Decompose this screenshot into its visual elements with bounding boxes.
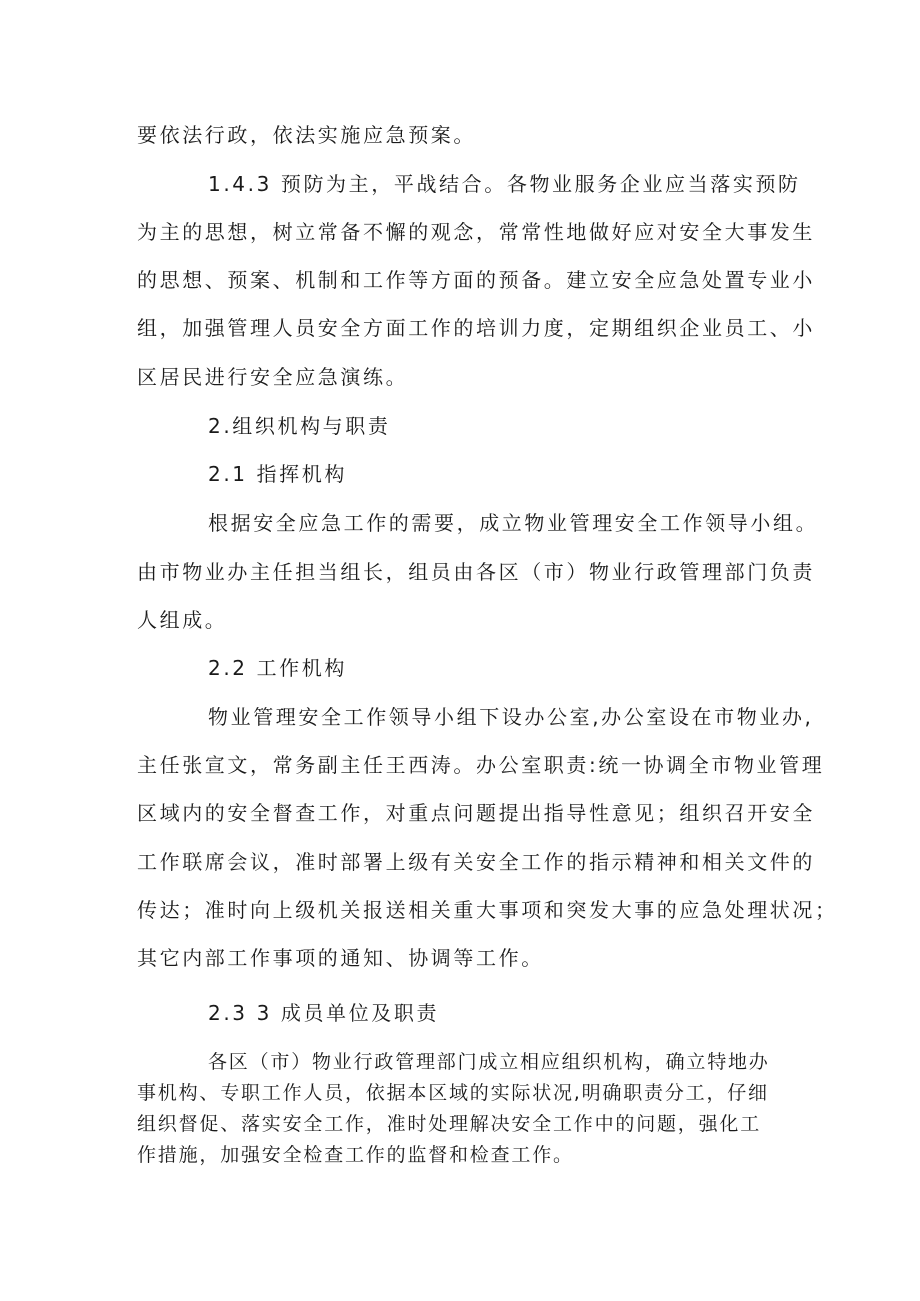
paragraph-line: 其它内部工作事项的通知、协调等工作。 <box>137 946 544 970</box>
paragraph-line: 区域内的安全督查工作，对重点问题提出指导性意见；组织召开安全 <box>137 801 815 825</box>
paragraph-line: 区居民进行安全应急演练。 <box>137 365 409 389</box>
paragraph-line: 物业管理安全工作领导小组下设办公室,办公室设在市物业办, <box>208 705 814 729</box>
section-heading-2: 2.组织机构与职责 <box>208 414 391 438</box>
section-heading-2-1: 2.1 指挥机构 <box>208 462 347 486</box>
paragraph-line: 各区（市）物业行政管理部门成立相应组织机构，确立特地办 <box>208 1051 770 1073</box>
paragraph-line: 传达；准时向上级机关报送相关重大事项和突发大事的应急处理状况； <box>137 898 838 922</box>
paragraph-line: 主任张宣文，常务副主任王西涛。办公室职责:统一协调全市物业管理 <box>137 753 825 777</box>
paragraph-line: 事机构、专职工作人员，依据本区域的实际状况,明确职责分工，仔细 <box>137 1082 769 1104</box>
paragraph-line: 组，加强管理人员安全方面工作的培训力度，定期组织企业员工、小 <box>137 316 815 340</box>
paragraph-line: 由市物业办主任担当组长，组员由各区（市）物业行政管理部门负责 <box>137 560 815 584</box>
paragraph-line: 人组成。 <box>137 608 228 632</box>
paragraph-line: 作措施，加强安全检查工作的监督和检查工作。 <box>137 1144 574 1166</box>
paragraph-line: 根据安全应急工作的需要，成立物业管理安全工作领导小组。 <box>208 511 819 535</box>
paragraph-line: 的思想、预案、机制和工作等方面的预备。建立安全应急处置专业小 <box>137 268 815 292</box>
section-heading-2-3: 2.3 3 成员单位及职责 <box>208 1001 440 1025</box>
paragraph-line: 要依法行政，依法实施应急预案。 <box>137 123 476 147</box>
paragraph-line: 组织督促、落实安全工作，准时处理解决安全工作中的问题，强化工 <box>137 1113 762 1135</box>
section-1-4-3-line: 1.4.3 预防为主，平战结合。各物业服务企业应当落实预防 <box>208 172 801 196</box>
paragraph-line: 为主的思想，树立常备不懈的观念，常常性地做好应对安全大事发生 <box>137 220 815 244</box>
paragraph-line: 工作联席会议，准时部署上级有关安全工作的指示精神和相关文件的 <box>137 850 815 874</box>
section-heading-2-2: 2.2 工作机构 <box>208 656 347 680</box>
